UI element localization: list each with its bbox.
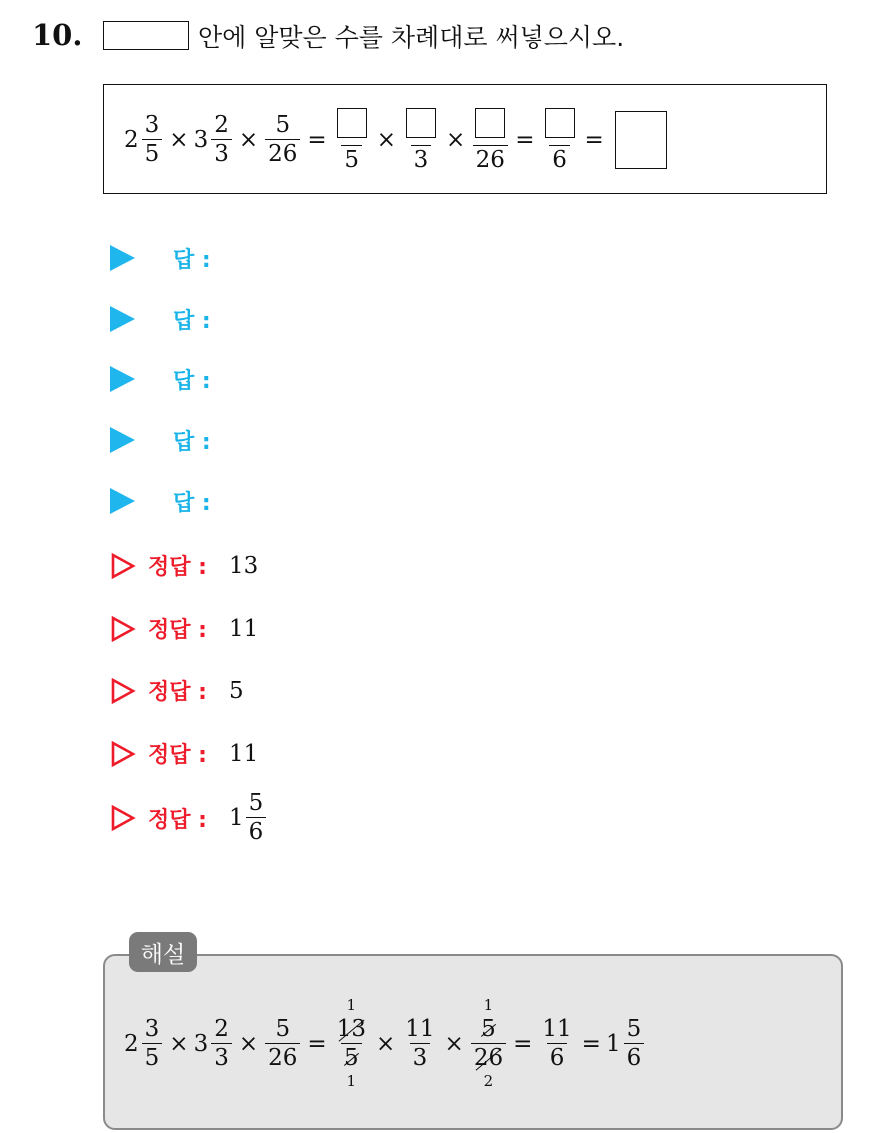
- whole-2: 2: [124, 127, 139, 153]
- times-sign: ×: [169, 127, 189, 153]
- correct-value: 11: [228, 615, 259, 642]
- play-arrow-icon: [110, 366, 135, 392]
- blank-fraction-3[interactable]: 26: [472, 108, 508, 172]
- times-sign: ×: [238, 127, 259, 153]
- answer-prompt-2[interactable]: 답 :: [110, 304, 211, 334]
- outline-arrow-icon: [110, 616, 136, 642]
- blank-numerator-1[interactable]: [337, 108, 367, 138]
- play-arrow-icon: [110, 488, 135, 514]
- correct-value: 11: [228, 740, 259, 767]
- blank-final-answer[interactable]: [615, 111, 667, 169]
- outline-arrow-icon: [110, 741, 136, 767]
- outline-arrow-icon: [110, 805, 136, 831]
- answer-prompt-5[interactable]: 답 :: [110, 486, 211, 516]
- play-arrow-icon: [110, 427, 135, 453]
- explanation-equation: 2 $\frac{3}{5}$ × 3 $\frac{2}{3}$ × $\frac{5}{26}$ = 1 13 5 1 × $\frac{11}{3}$ × 1 5 26 2 = $\frac{11}{6}$ = 1 $\frac{5}{6}$: [124, 1018, 646, 1070]
- fraction-2-3: $\frac{2}{3}$: [211, 114, 232, 166]
- question-instruction: 안에 알맞은 수를 차례대로 써넣으시오.: [198, 23, 625, 52]
- answer-prompt-4[interactable]: 답 :: [110, 425, 211, 455]
- blank-numerator-3[interactable]: [475, 108, 505, 138]
- correct-answer-2: 정답 : 11: [110, 613, 258, 644]
- blank-numerator-2[interactable]: [406, 108, 436, 138]
- explanation-tag: 해설: [129, 932, 197, 972]
- equals-sign: =: [584, 127, 604, 153]
- answer-prompt-3[interactable]: 답 :: [110, 364, 211, 394]
- fraction-3-5: $\frac{3}{5}$: [142, 114, 163, 166]
- outline-arrow-icon: [110, 678, 136, 704]
- cancelled-fraction-13-5: 1 13 5 1: [336, 996, 366, 1090]
- blank-fraction-1[interactable]: 5: [334, 108, 370, 172]
- blank-box-example: [103, 21, 189, 50]
- whole-3: 3: [193, 127, 209, 153]
- equals-sign: =: [307, 127, 327, 153]
- correct-answer-5: 정답 : 1 $\frac{5}{6}$: [110, 792, 268, 844]
- blank-fraction-2[interactable]: 3: [403, 108, 439, 172]
- times-sign: ×: [376, 127, 396, 153]
- answer-prompt-1[interactable]: 답 :: [110, 243, 211, 273]
- correct-answer-3: 정답 : 5: [110, 675, 244, 706]
- question-number: 10.: [32, 18, 83, 52]
- result-fraction-5-6: $\frac{5}{6}$: [624, 1018, 645, 1070]
- blank-numerator-4[interactable]: [545, 108, 575, 138]
- correct-value: 5: [228, 677, 244, 704]
- correct-answer-1: 정답 : 13: [110, 550, 258, 581]
- blank-fraction-4[interactable]: 6: [542, 108, 578, 172]
- times-sign: ×: [445, 127, 466, 153]
- cancelled-fraction-5-26: 1 5 26 2: [471, 1018, 506, 1070]
- correct-mixed-number: 1 $\frac{5}{6}$: [229, 792, 268, 844]
- fraction-11-6: $\frac{11}{6}$: [542, 1016, 572, 1071]
- outline-arrow-icon: [110, 553, 136, 579]
- fraction-5-26: $\frac{5}{26}$: [265, 114, 300, 166]
- problem-equation: [124, 108, 667, 172]
- play-arrow-icon: [110, 245, 135, 271]
- play-arrow-icon: [110, 306, 135, 332]
- correct-answer-4: 정답 : 11: [110, 738, 258, 769]
- equals-sign: =: [515, 127, 535, 153]
- correct-value: 13: [228, 552, 259, 579]
- fraction-11-3: $\frac{11}{3}$: [405, 1016, 435, 1071]
